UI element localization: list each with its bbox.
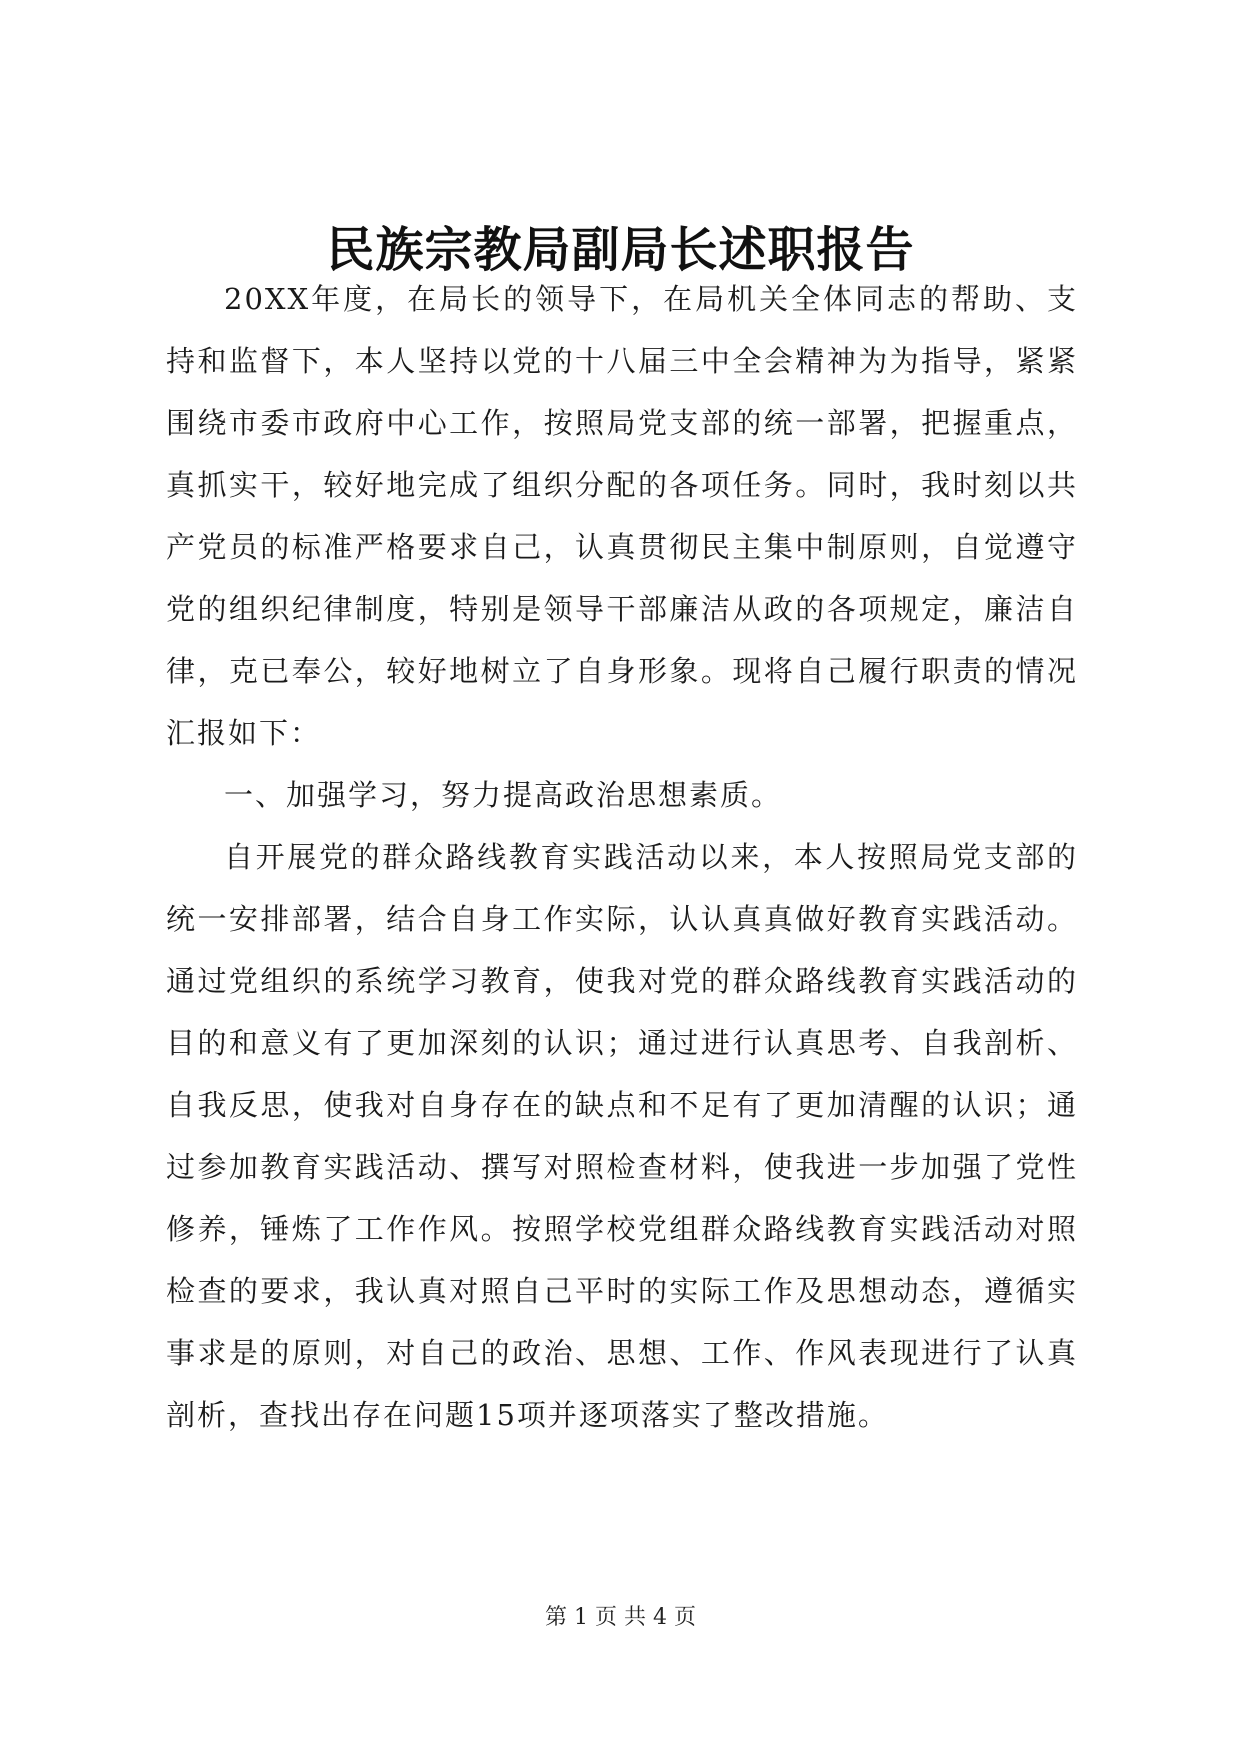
intro-paragraph: 20XX年度，在局长的领导下，在局机关全体同志的帮助、支持和监督下，本人坚持以党的十八届三中全会精神为为指导，紧紧围绕市委市政府中心工作，按照局党支部的统一部署，把握重点，真抓实干，较好地完成了组织分配的各项任务。同时，我时刻以共产党员的标准严格要求自己，认真贯彻民主集中制原则，自觉遵守党的组织纪律制度，特别是领导干部廉洁从政的各项规定，廉洁自律，克已奉公，较好地树立了自身形象。现将自己履行职责的情况汇报如下： <box>166 282 1078 750</box>
document-body <box>166 268 1078 1446</box>
section-heading: 一、加强学习，努力提高政治思想素质。 <box>224 778 783 812</box>
document-title: 民族宗教局副局长述职报告 <box>326 222 915 278</box>
section-paragraph: 自开展党的群众路线教育实践活动以来，本人按照局党支部的统一安排部署，结合自身工作实际，认认真真做好教育实践活动。通过党组织的系统学习教育，使我对党的群众路线教育实践活动的目的和意义有了更加深刻的认识；通过进行认真思考、自我剖析、自我反思，使我对自身存在的缺点和不足有了更加清醒的认识；通过参加教育实践活动、撰写对照检查材料，使我进一步加强了党性修养，锤炼了工作作风。按照学校党组群众路线教育实践活动对照检查的要求，我认真对照自己平时的实际工作及思想动态，遵循实事求是的原则，对自己的政治、思想、工作、作风表现进行了认真剖析，查找出存在问题15项并逐项落实了整改措施。 <box>166 840 1078 1432</box>
page-footer: 第 1 页 共 4 页 <box>545 1605 696 1630</box>
